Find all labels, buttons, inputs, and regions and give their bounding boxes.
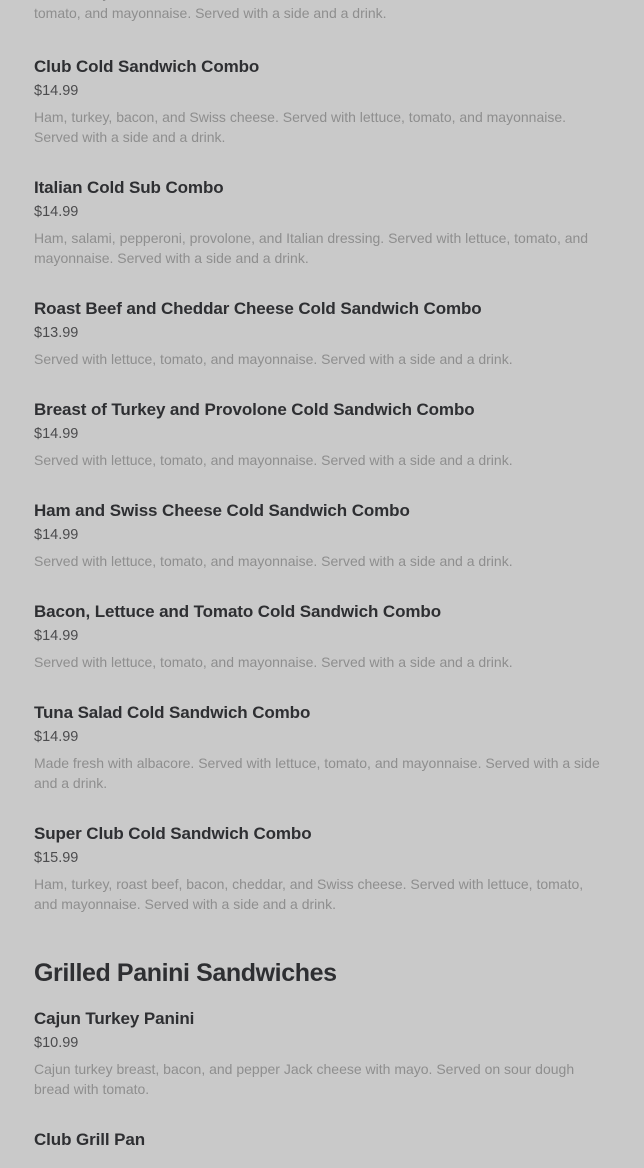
menu-item-price: $14.99 — [34, 729, 79, 745]
menu-item-name: Super Club Cold Sandwich Combo — [34, 824, 312, 843]
menu-item-tuna-salad-combo[interactable] — [34, 702, 610, 793]
menu-item-price: $10.99 — [34, 1035, 79, 1051]
menu-item-description — [34, 0, 610, 23]
menu-item-name: Club Grill Pan — [34, 1130, 146, 1149]
menu-item-price: $13.99 — [34, 325, 79, 341]
menu-item-price: $14.99 — [34, 426, 79, 442]
menu-item-club-cold-sandwich-combo[interactable] — [34, 56, 610, 147]
menu-item-super-club-combo[interactable] — [34, 823, 610, 914]
menu-item-description: Made fresh with albacore. Served with lettuce, tomato, and mayonnaise. Served with a side and a drink. — [34, 755, 600, 791]
menu-item-name: Ham and Swiss Cheese Cold Sandwich Combo — [34, 501, 410, 520]
menu-item-description: Ham, turkey, roast beef, bacon, cheddar, and Swiss cheese. Served with lettuce, tomato, and mayonnaise. Served with a side and a drink. — [34, 876, 584, 912]
menu-item-name: Cajun Turkey Panini — [34, 1009, 195, 1028]
menu-item-name: Club Cold Sandwich Combo — [34, 57, 260, 76]
clipped-description-top — [34, 0, 610, 23]
menu-item-name: Italian Cold Sub Combo — [34, 178, 224, 197]
menu-item-price: $14.99 — [34, 628, 79, 644]
menu-item-cajun-turkey-panini[interactable] — [34, 1008, 610, 1099]
menu-item-description: Ham, salami, pepperoni, provolone, and Italian dressing. Served with lettuce, tomato, and mayonnaise. Served with a side and a drink. — [34, 230, 589, 266]
menu-item-name: Tuna Salad Cold Sandwich Combo — [34, 703, 311, 722]
menu-item-description: Served with lettuce, tomato, and mayonnaise. Served with a side and a drink. — [34, 452, 513, 468]
menu-item-name: Bacon, Lettuce and Tomato Cold Sandwich Combo — [34, 602, 441, 621]
menu-item-name: Roast Beef and Cheddar Cheese Cold Sandwich Combo — [34, 299, 482, 318]
menu-item-description: Served with lettuce, tomato, and mayonnaise. Served with a side and a drink. — [34, 553, 513, 569]
menu-item-club-grill-panini-partial[interactable] — [34, 1129, 610, 1151]
menu-item-ham-swiss-combo[interactable] — [34, 500, 610, 571]
menu-item-breast-of-turkey-provolone-combo[interactable] — [34, 399, 610, 470]
menu-item-price: $14.99 — [34, 204, 79, 220]
menu-item-italian-cold-sub-combo[interactable] — [34, 177, 610, 268]
menu-item-price: $14.99 — [34, 527, 79, 543]
menu-item-description: Cajun turkey breast, bacon, and pepper Jack cheese with mayo. Served on sour dough bread with tomato. — [34, 1061, 575, 1097]
menu-item-description: Ham, turkey, bacon, and Swiss cheese. Served with lettuce, tomato, and mayonnaise. Served with a side and a drink. — [34, 109, 567, 145]
menu-item-name: Breast of Turkey and Provolone Cold Sandwich Combo — [34, 400, 475, 419]
menu-item-description: Served with lettuce, tomato, and mayonnaise. Served with a side and a drink. — [34, 654, 513, 670]
menu-item-blt-combo[interactable] — [34, 601, 610, 672]
menu-item-description: Served with lettuce, tomato, and mayonnaise. Served with a side and a drink. — [34, 351, 513, 367]
menu-item-roast-beef-cheddar-combo[interactable] — [34, 298, 610, 369]
visible-description-line: tomato, and mayonnaise. Served with a side and a drink. — [34, 5, 387, 21]
menu-item-price: $15.99 — [34, 850, 79, 866]
menu-item-price: $14.99 — [34, 83, 79, 99]
section-heading-grilled-panini-sandwiches: Grilled Panini Sandwiches — [34, 959, 337, 987]
